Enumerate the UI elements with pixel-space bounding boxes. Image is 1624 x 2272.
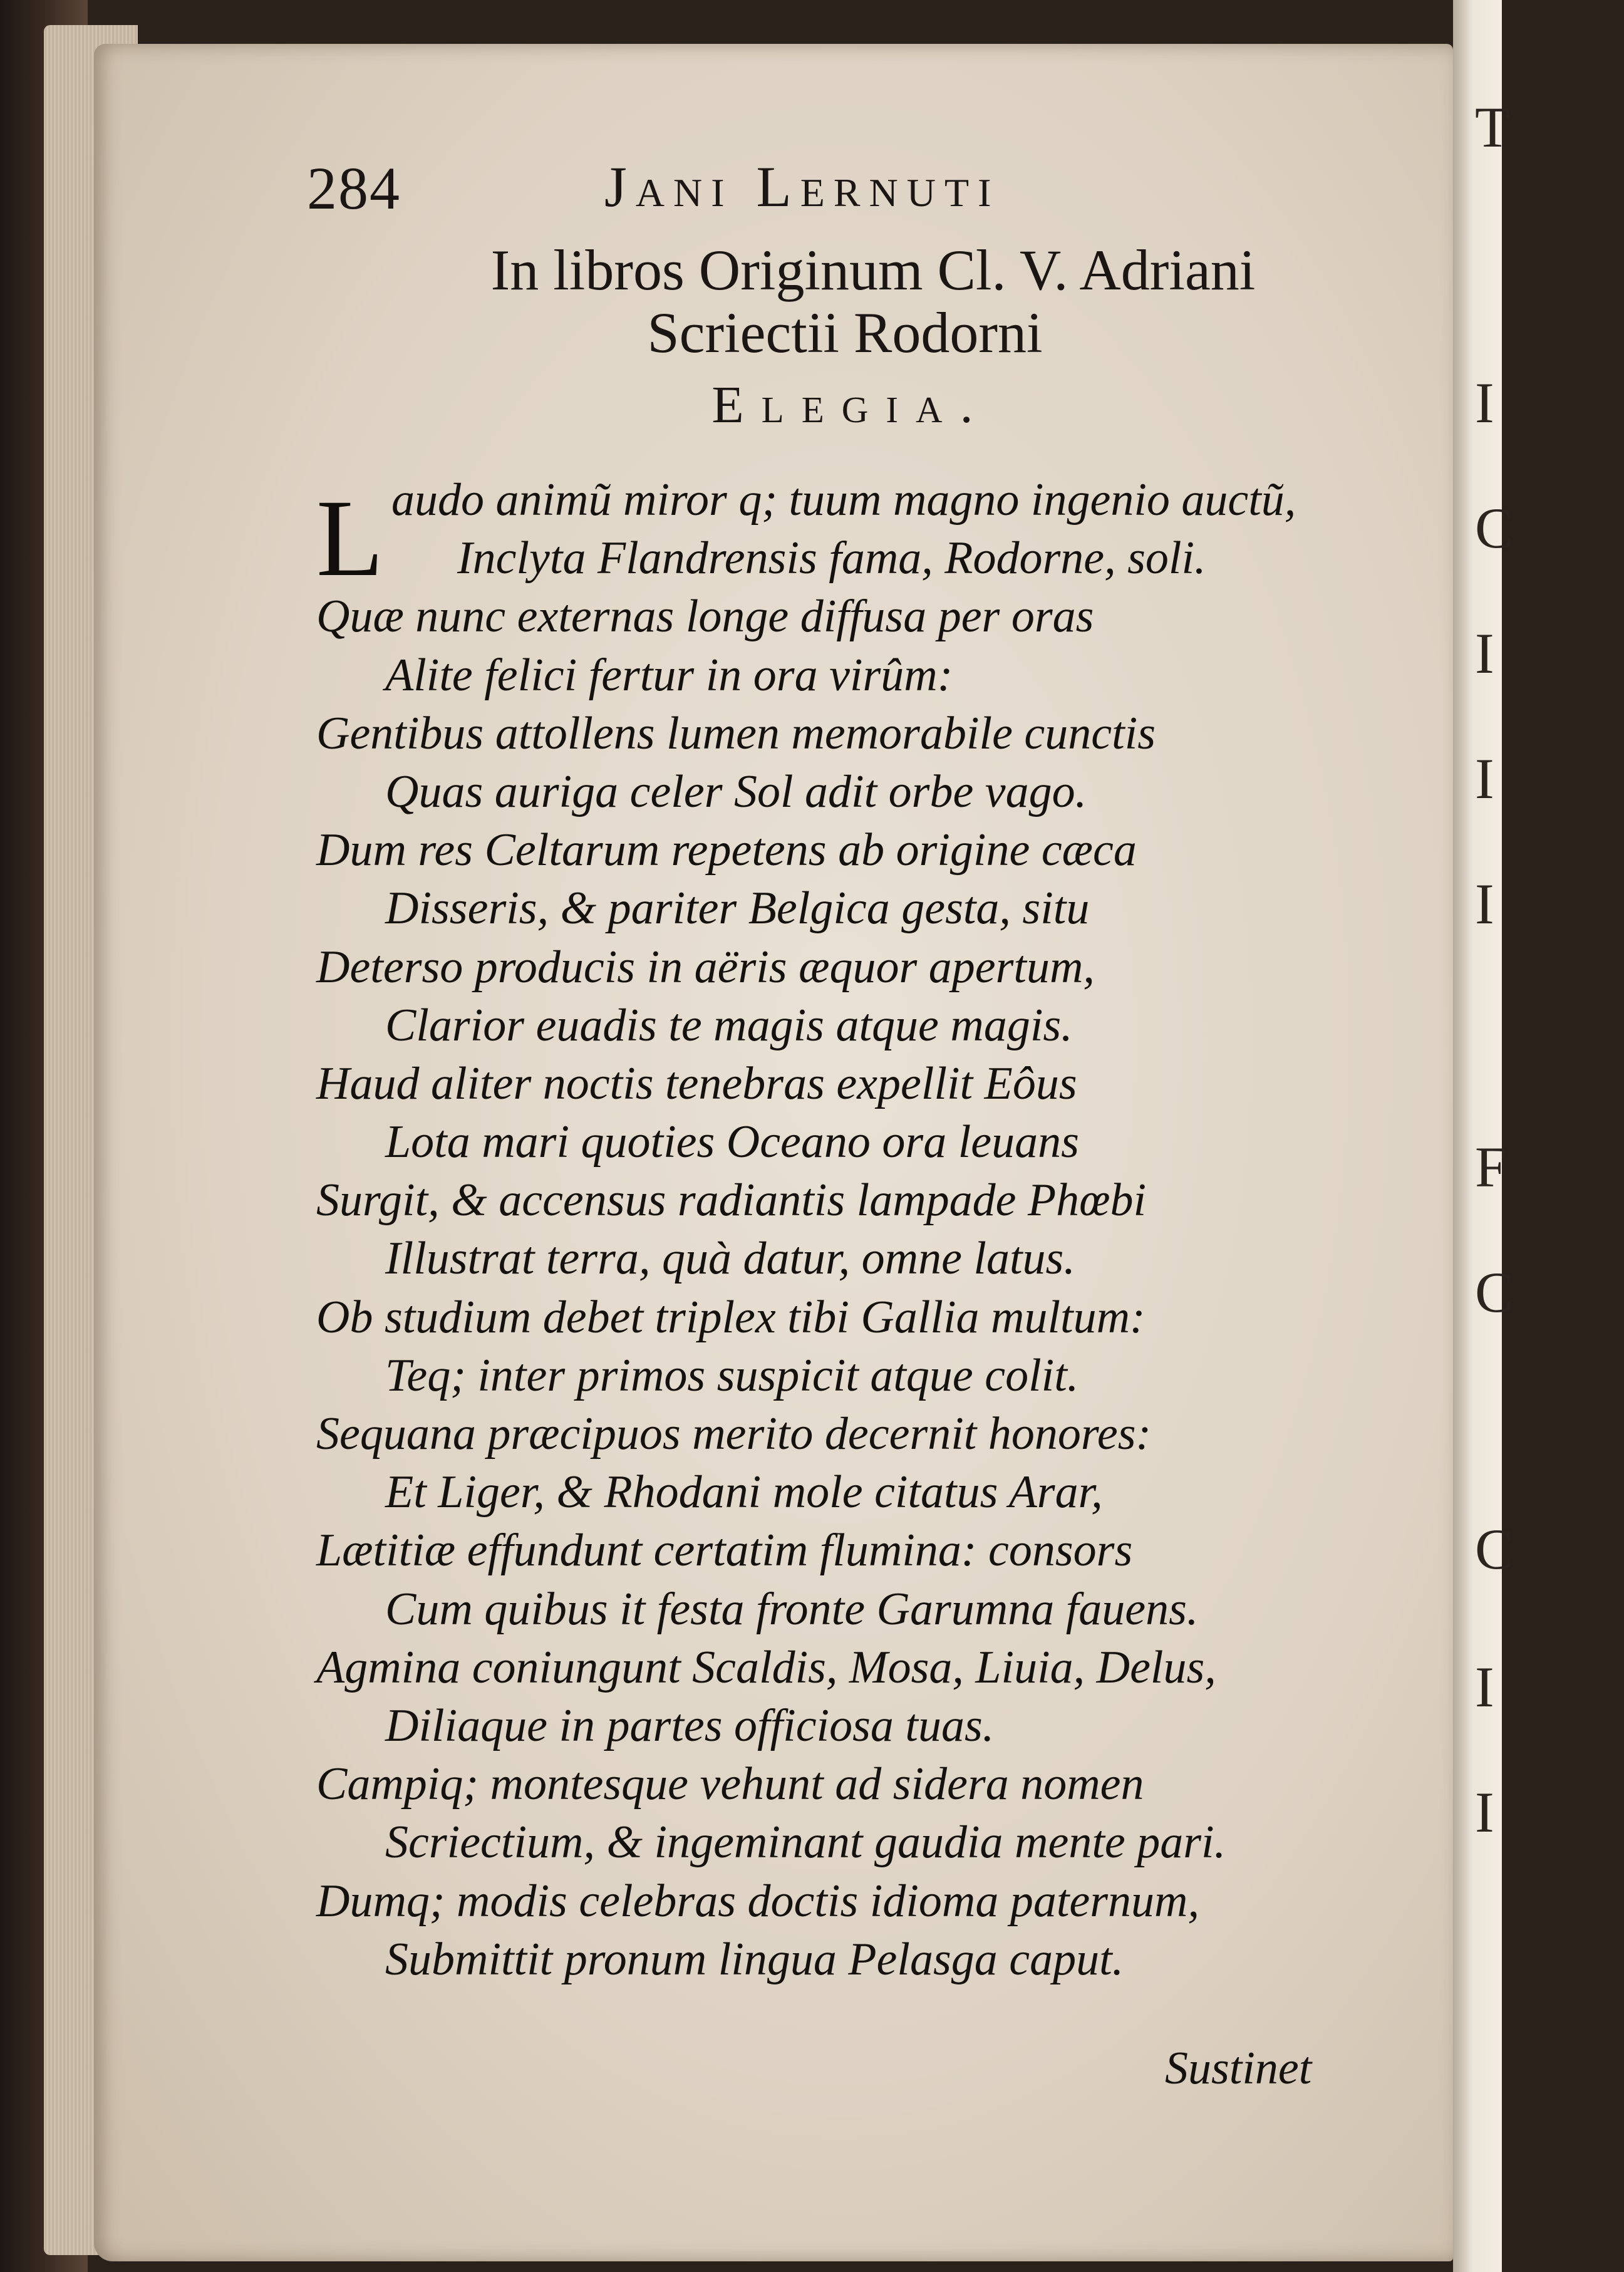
verse-line: Teq; inter primos suspicit atque colit. (385, 1349, 1079, 1401)
verse-line: Quæ nunc externas longe diffusa per oras (316, 591, 1094, 643)
poem-title-line-1: In libros Originum Cl. V. Adriani (490, 238, 1256, 302)
facing-page-letter: I (1475, 621, 1494, 685)
verse-line: Lota mari quoties Oceano ora leuans (385, 1116, 1079, 1168)
facing-page-letter: F (1475, 1135, 1508, 1199)
page-number: 284 (307, 155, 401, 222)
page-header (0, 153, 1502, 229)
verse-line: Deterso producis in aëris æquor apertum, (316, 941, 1095, 993)
drop-cap: L (316, 477, 384, 599)
poem-genre-heading: Elegia. (711, 376, 991, 434)
verse-line: Campiq; montesque vehunt ad sidera nomen (316, 1758, 1144, 1810)
verse-line: Illustrat terra, quà datur, omne latus. (385, 1233, 1075, 1285)
facing-page-letter: I (1475, 371, 1494, 435)
facing-page-letter: C (1475, 1260, 1514, 1324)
facing-page-letter: T (1475, 95, 1511, 159)
verse-text: audo animũ miror q; tuum magno ingenio auctũ, (391, 474, 1296, 526)
verse-line: Et Liger, & Rhodani mole citatus Arar, (385, 1466, 1103, 1518)
verse-line: Cum quibus it festa fronte Garumna fauens. (385, 1583, 1199, 1635)
facing-page-letter: I (1475, 872, 1494, 936)
poem-title-line-2: Scriectii Rodorni (647, 301, 1043, 365)
facing-page-letter: I (1475, 747, 1494, 811)
verse-line: Lætitiæ effundunt certatim flumina: consors (316, 1525, 1133, 1577)
verse-line: Haud aliter noctis tenebras expellit Eôus (316, 1057, 1077, 1109)
running-head: Jani Lernuti (604, 155, 1000, 219)
facing-page-letter: I (1475, 1655, 1494, 1719)
facing-page-letter: C (1475, 496, 1514, 560)
verse-line: Agmina coniungunt Scaldis, Mosa, Liuia, Delus, (316, 1641, 1216, 1693)
verse-line: Gentibus attollens lumen memorabile cunctis (316, 707, 1156, 759)
verse-line: Dumq; modis celebras doctis idioma paternum, (316, 1875, 1199, 1927)
facing-page-letter: I (1475, 1780, 1494, 1844)
verse-line: Sequana præcipuos merito decernit honores: (316, 1408, 1152, 1460)
verse-line: Diliaque in partes officiosa tuas. (385, 1699, 995, 1751)
facing-page-letter: C (1475, 1517, 1514, 1581)
verse-line: Inclyta Flandrensis fama, Rodorne, soli. (457, 532, 1206, 584)
verse-line: Ob studium debet triplex tibi Gallia multum: (316, 1291, 1146, 1343)
verse-line: Alite felici fertur in ora virûm: (385, 649, 953, 701)
catchword: Sustinet (1165, 2043, 1312, 2094)
poem-body (316, 471, 1394, 1989)
verse-line: Dum res Celtarum repetens ab origine cæca (316, 824, 1137, 876)
verse-line: Surgit, & accensus radiantis lampade Phœbi (316, 1175, 1147, 1227)
verse-line: Scriectium, & ingeminant gaudia mente pari. (385, 1817, 1226, 1869)
verse-line: Quas auriga celer Sol adit orbe vago. (385, 765, 1087, 817)
verse-line: Submittit pronum lingua Pelasga caput. (385, 1933, 1124, 1985)
verse-line: Clarior euadis te magis atque magis. (385, 999, 1073, 1051)
verse-line: Disseris, & pariter Belgica gesta, situ (385, 883, 1090, 935)
